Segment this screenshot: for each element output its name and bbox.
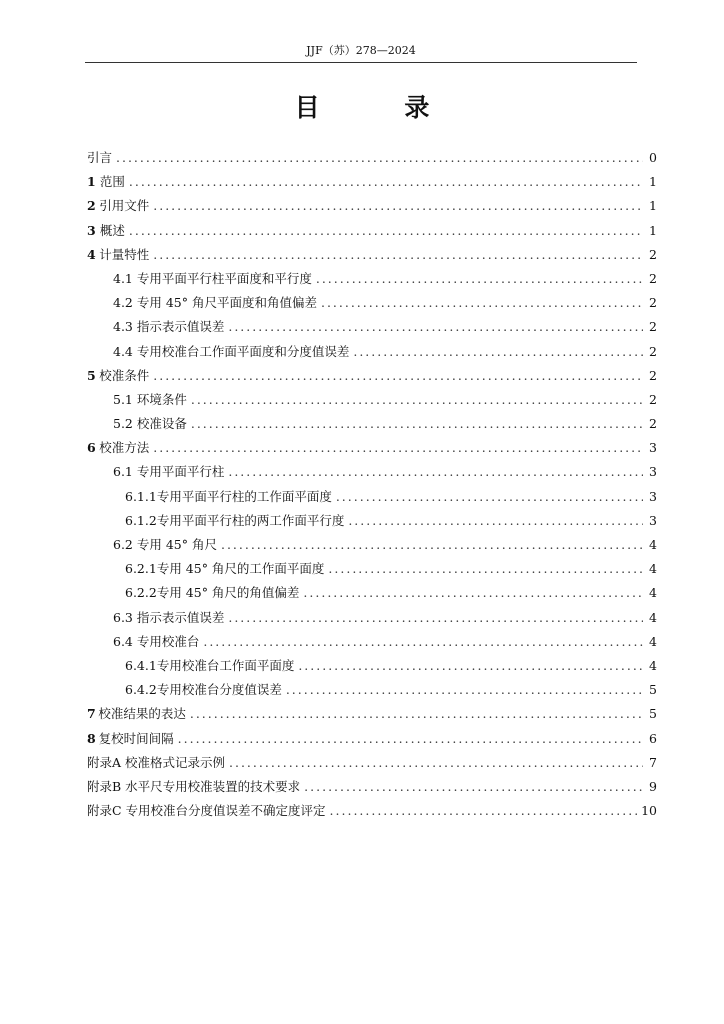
toc-entry-label: 4.3 指示表示值误差 — [113, 319, 225, 335]
toc-entry-section-5[interactable] — [87, 364, 657, 388]
toc-entry-label: 专用平面平行柱的工作面平面度 — [156, 488, 332, 504]
toc-leader-dots — [330, 799, 638, 823]
toc-entry-label: 专用 45° 角尺的角值偏差 — [156, 585, 300, 601]
toc-entry-page: 4 — [649, 561, 657, 577]
toc-leader-dots — [116, 146, 643, 170]
toc-leader-dots — [191, 412, 643, 436]
toc-leader-dots — [178, 727, 643, 751]
toc-entry-page: 3 — [649, 488, 657, 504]
toc-entry-section-4-2[interactable] — [87, 291, 657, 315]
page-title: 目 录 — [294, 93, 468, 122]
toc-entry-page: 2 — [649, 367, 657, 383]
toc-entry-page: 4 — [649, 657, 657, 673]
table-of-contents — [87, 146, 657, 823]
toc-entry-section-6-2-1[interactable] — [87, 557, 657, 581]
toc-entry-section-6[interactable] — [87, 436, 657, 460]
toc-entry-number: 6 — [87, 440, 96, 456]
toc-entry-number: 6.1.1 — [125, 488, 157, 504]
toc-entry-label: 计量特性 — [99, 246, 150, 262]
toc-leader-dots — [129, 219, 643, 243]
toc-entry-page: 4 — [649, 609, 657, 625]
toc-entry-page: 5 — [649, 706, 657, 722]
toc-leader-dots — [348, 509, 643, 533]
toc-entry-number: 6.1.2 — [125, 512, 157, 528]
toc-entry-label: 6.2 专用 45° 角尺 — [113, 537, 217, 552]
toc-entry-page: 2 — [649, 295, 657, 311]
toc-entry-section-6-3[interactable] — [87, 606, 657, 630]
toc-entry-label: 5.2 校准设备 — [113, 416, 187, 432]
toc-entry-label: 6.4 专用校准台 — [113, 633, 200, 649]
toc-entry-section-4[interactable] — [87, 243, 657, 267]
toc-entry-label: 4.2 专用 45° 角尺平面度和角值偏差 — [113, 295, 317, 311]
toc-leader-dots — [191, 388, 643, 412]
toc-leader-dots — [316, 267, 643, 291]
toc-entry-section-4-3[interactable] — [87, 315, 657, 339]
toc-entry-label: 5.1 环境条件 — [113, 391, 187, 407]
toc-leader-dots — [203, 630, 643, 654]
toc-entry-section-6-1-1[interactable] — [87, 485, 657, 509]
toc-entry-number: 7 — [87, 706, 96, 722]
toc-entry-number: 6.2.2 — [125, 585, 157, 601]
toc-leader-dots — [353, 340, 643, 364]
toc-entry-page: 1 — [649, 198, 657, 214]
toc-entry-page: 1 — [649, 222, 657, 238]
toc-entry-label: 引言 — [87, 150, 113, 165]
toc-entry-appendix-a[interactable] — [87, 751, 657, 775]
toc-leader-dots — [129, 170, 643, 194]
toc-entry-section-4-4[interactable] — [87, 340, 657, 364]
toc-entry-section-6-2-2[interactable] — [87, 581, 657, 605]
toc-entry-label: 引用文件 — [99, 198, 150, 214]
toc-entry-number: 6.2.1 — [125, 561, 157, 577]
toc-leader-dots — [190, 702, 643, 726]
toc-entry-page: 3 — [649, 464, 657, 480]
toc-leader-dots — [336, 485, 643, 509]
toc-entry-label: 专用校准台工作面平面度 — [156, 657, 295, 673]
toc-entry-section-3[interactable] — [87, 219, 657, 243]
toc-entry-label: 4.4 专用校准台工作面平面度和分度值误差 — [113, 343, 350, 359]
toc-entry-label: 附录A 校准格式记录示例 — [87, 754, 226, 770]
toc-entry-number: 6.4.1 — [125, 657, 157, 673]
toc-entry-section-6-4-1[interactable] — [87, 654, 657, 678]
toc-leader-dots — [229, 751, 643, 775]
toc-leader-dots — [228, 315, 643, 339]
toc-leader-dots — [328, 557, 643, 581]
toc-entry-page: 1 — [649, 174, 657, 190]
toc-entry-page: 2 — [649, 416, 657, 432]
toc-entry-page: 10 — [641, 803, 657, 819]
toc-entry-section-6-1-2[interactable] — [87, 509, 657, 533]
toc-leader-dots — [304, 775, 643, 799]
toc-entry-section-8[interactable] — [87, 727, 657, 751]
toc-leader-dots — [153, 436, 643, 460]
toc-entry-label: 校准结果的表达 — [98, 706, 186, 722]
toc-entry-page: 4 — [649, 537, 657, 552]
toc-entry-page: 5 — [649, 682, 657, 698]
toc-entry-section-5-2[interactable] — [87, 412, 657, 436]
toc-leader-dots — [303, 581, 643, 605]
toc-leader-dots — [221, 533, 643, 557]
toc-entry-number: 6.4.2 — [125, 682, 157, 698]
document-code: JJF（苏）278—2024 — [306, 44, 416, 57]
toc-entry-label: 附录C 专用校准台分度值误差不确定度评定 — [87, 803, 326, 819]
toc-entry-intro[interactable] — [87, 146, 657, 170]
running-header — [85, 40, 637, 63]
toc-leader-dots — [286, 678, 643, 702]
toc-leader-dots — [298, 654, 643, 678]
toc-entry-label: 附录B 水平尺专用校准装置的技术要求 — [87, 778, 301, 794]
toc-entry-label: 校准方法 — [99, 440, 150, 456]
toc-leader-dots — [153, 364, 643, 388]
toc-entry-section-6-4-2[interactable] — [87, 678, 657, 702]
toc-leader-dots — [228, 606, 643, 630]
toc-entry-section-7[interactable] — [87, 702, 657, 726]
toc-entry-appendix-c[interactable] — [87, 799, 657, 823]
toc-entry-label: 范围 — [99, 174, 125, 190]
toc-entry-section-5-1[interactable] — [87, 388, 657, 412]
toc-entry-appendix-b[interactable] — [87, 775, 657, 799]
toc-entry-page: 3 — [649, 440, 657, 456]
toc-entry-label: 专用平面平行柱的两工作面平行度 — [156, 512, 345, 528]
toc-entry-section-4-1[interactable] — [87, 267, 657, 291]
toc-entry-page: 2 — [649, 319, 657, 335]
toc-entry-section-6-4[interactable] — [87, 630, 657, 654]
toc-entry-number: 1 — [87, 174, 96, 190]
toc-entry-page: 2 — [649, 270, 657, 286]
toc-entry-section-2[interactable] — [87, 194, 657, 218]
toc-entry-section-6-2[interactable] — [87, 533, 657, 557]
toc-entry-label: 4.1 专用平面平行柱平面度和平行度 — [113, 270, 312, 286]
toc-entry-page: 3 — [649, 512, 657, 528]
toc-entry-label: 专用校准台分度值误差 — [156, 682, 282, 698]
toc-leader-dots — [153, 194, 643, 218]
toc-entry-section-6-1[interactable] — [87, 460, 657, 484]
toc-entry-page: 9 — [649, 778, 657, 794]
toc-entry-label: 专用 45° 角尺的工作面平面度 — [156, 561, 325, 577]
toc-entry-section-1[interactable] — [87, 170, 657, 194]
toc-entry-number: 4 — [87, 246, 96, 262]
toc-entry-number: 3 — [87, 222, 96, 238]
toc-entry-page: 0 — [649, 150, 657, 165]
toc-leader-dots — [228, 460, 643, 484]
toc-entry-page: 4 — [649, 585, 657, 601]
toc-entry-label: 概述 — [99, 222, 125, 238]
toc-leader-dots — [321, 291, 643, 315]
toc-entry-page: 4 — [649, 633, 657, 649]
toc-entry-page: 2 — [649, 343, 657, 359]
toc-entry-number: 8 — [87, 730, 96, 746]
toc-leader-dots — [153, 243, 643, 267]
toc-entry-label: 复校时间间隔 — [98, 730, 174, 746]
toc-entry-page: 2 — [649, 246, 657, 262]
toc-entry-label: 6.1 专用平面平行柱 — [113, 464, 225, 480]
toc-entry-page: 6 — [649, 730, 657, 746]
toc-entry-page: 7 — [649, 754, 657, 770]
toc-entry-number: 5 — [87, 367, 96, 383]
toc-entry-label: 校准条件 — [99, 367, 150, 383]
toc-entry-number: 2 — [87, 198, 96, 214]
toc-entry-label: 6.3 指示表示值误差 — [113, 609, 225, 625]
toc-entry-page: 2 — [649, 391, 657, 407]
